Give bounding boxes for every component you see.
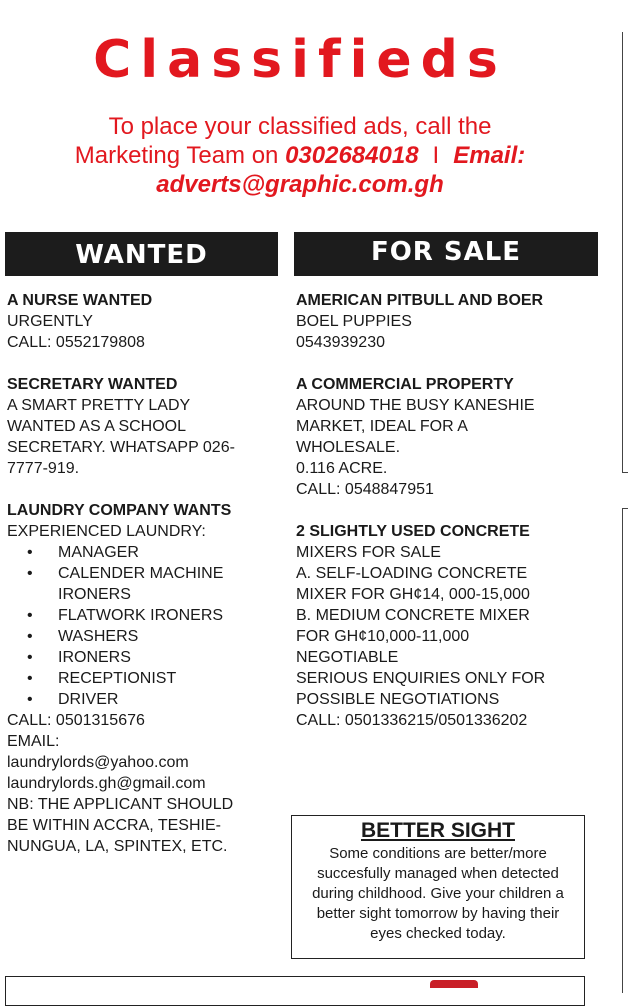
ad-line: 0543939230 — [296, 334, 385, 351]
ad-line: 7777-919. — [7, 460, 80, 477]
better-sight-notice — [291, 815, 585, 959]
ad-concrete-mixers — [296, 521, 596, 731]
page-title: Classifieds — [93, 30, 507, 90]
list-item: • MANAGER — [7, 542, 287, 563]
wanted-column — [7, 290, 287, 878]
ad-laundry — [7, 500, 287, 857]
ad-line: B. MEDIUM CONCRETE MIXER — [296, 607, 530, 624]
ad-line: WANTED AS A SCHOOL — [7, 418, 187, 435]
adjacent-column-frame — [622, 508, 628, 993]
for-sale-heading: FOR SALE — [294, 232, 598, 276]
ad-nurse — [7, 290, 287, 353]
intro-prefix: Marketing Team on — [74, 142, 286, 169]
ad-line: CALL: 0548847951 — [296, 481, 434, 498]
email-label: Email: — [453, 142, 526, 169]
ad-line: BOEL PUPPIES — [296, 313, 412, 330]
ad-body — [7, 395, 287, 479]
list-item: • FLATWORK IRONERS — [7, 605, 287, 626]
ad-line: FOR GH¢10,000-11,000 — [296, 628, 470, 645]
ad-line: MIXERS FOR SALE — [296, 544, 441, 561]
list-item: • IRONERS — [7, 647, 287, 668]
ad-line: NUNGUA, LA, SPINTEX, ETC. — [7, 838, 228, 855]
ad-puppies — [296, 290, 596, 353]
ad-title: AMERICAN PITBULL AND BOER — [296, 292, 544, 309]
ad-line: EMAIL: — [7, 733, 60, 750]
ad-title: 2 SLIGHTLY USED CONCRETE — [296, 523, 530, 540]
ad-body — [296, 311, 596, 353]
notice-line: during childhood. Give your children a — [312, 885, 564, 902]
ad-line: CALL: 0552179808 — [7, 334, 145, 351]
notice-line: succesfully managed when detected — [317, 865, 559, 882]
ad-line: WHOLESALE. — [296, 439, 401, 456]
ad-body — [7, 311, 287, 353]
ad-line: MARKET, IDEAL FOR A — [296, 418, 468, 435]
email-address: adverts@graphic.com.gh — [156, 171, 444, 198]
separator: I — [432, 142, 440, 169]
ad-line: laundrylords.gh@gmail.com — [7, 775, 206, 792]
ad-line: 0.116 ACRE. — [296, 460, 388, 477]
notice-line: Some conditions are better/more — [329, 845, 547, 862]
ad-body — [296, 542, 596, 731]
list-item-continued: IRONERS — [58, 586, 131, 603]
adjacent-column-frame — [622, 32, 628, 473]
ad-line: NB: THE APPLICANT SHOULD — [7, 796, 234, 813]
ad-line: AROUND THE BUSY KANESHIE — [296, 397, 535, 414]
wanted-heading: WANTED — [5, 232, 278, 276]
ad-line: CALL: 0501336215/0501336202 — [296, 712, 528, 729]
ad-line: SERIOUS ENQUIRIES ONLY FOR — [296, 670, 546, 687]
list-item: • RECEPTIONIST — [7, 668, 287, 689]
notice-title: BETTER SIGHT — [360, 819, 515, 842]
list-item: • CALENDER MACHINE — [7, 563, 287, 584]
ad-secretary — [7, 374, 287, 479]
notice-line: eyes checked today. — [370, 925, 506, 942]
list-item: • DRIVER — [7, 689, 287, 710]
ad-line: SECRETARY. WHATSAPP 026- — [7, 439, 235, 456]
next-ad-logo-fragment — [430, 980, 478, 988]
ad-title: A COMMERCIAL PROPERTY — [296, 376, 514, 393]
intro-line-1: To place your classified ads, call the — [108, 113, 492, 140]
ad-title: A NURSE WANTED — [7, 292, 153, 309]
ad-line: EXPERIENCED LAUNDRY: — [7, 523, 206, 540]
notice-text — [292, 844, 584, 944]
ad-line: BE WITHIN ACCRA, TESHIE- — [7, 817, 221, 834]
ad-line: MIXER FOR GH¢14, 000-15,000 — [296, 586, 530, 603]
for-sale-column — [296, 290, 596, 752]
ad-property — [296, 374, 596, 500]
ad-body — [7, 521, 287, 857]
intro-line-2 — [0, 141, 600, 170]
placement-info — [0, 112, 600, 199]
ad-body — [296, 395, 596, 500]
next-ad-box — [5, 976, 585, 1006]
phone-number: 0302684018 — [285, 142, 419, 169]
ad-line: CALL: 0501315676 — [7, 712, 145, 729]
ad-title: LAUNDRY COMPANY WANTS — [7, 502, 232, 519]
ad-line: POSSIBLE NEGOTIATIONS — [296, 691, 500, 708]
position-list — [7, 542, 287, 710]
ad-line: NEGOTIABLE — [296, 649, 399, 666]
ad-line: URGENTLY — [7, 313, 93, 330]
ad-line: A SMART PRETTY LADY — [7, 397, 191, 414]
ad-line: laundrylords@yahoo.com — [7, 754, 189, 771]
notice-line: better sight tomorrow by having their — [316, 905, 560, 922]
list-item: • WASHERS — [7, 626, 287, 647]
ad-line: A. SELF-LOADING CONCRETE — [296, 565, 528, 582]
ad-title: SECRETARY WANTED — [7, 376, 178, 393]
